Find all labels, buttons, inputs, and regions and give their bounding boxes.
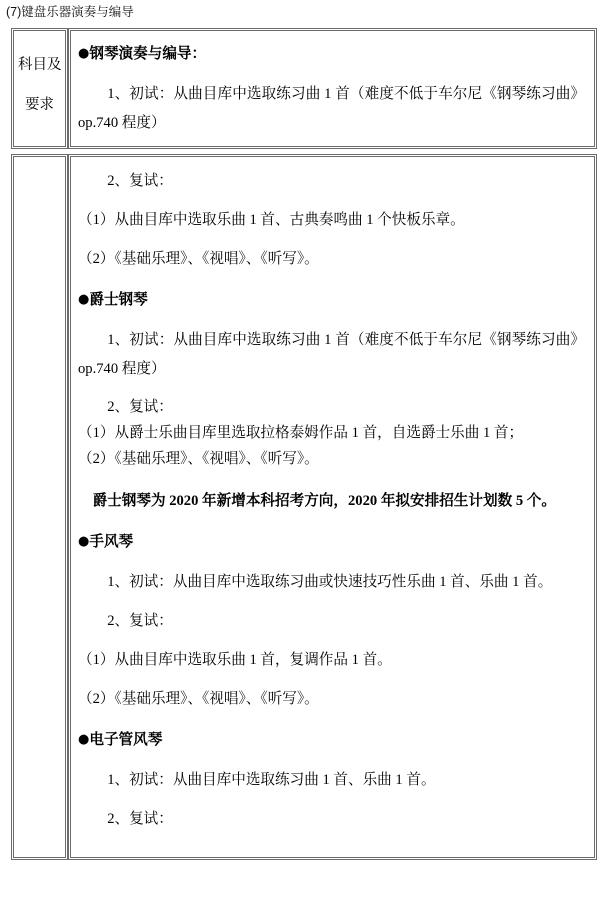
- requirements-table-part1: [11, 28, 597, 149]
- jazz-piano-item-2-sub-1: （1）从爵士乐曲目库里选取拉格泰姆作品 1 首，自选爵士乐曲 1 首；: [78, 425, 524, 441]
- jazz-piano-item-1: 1、初试：从曲目库中选取练习曲 1 首（难度不低于车尔尼《钢琴练习曲》op.740 程度）: [78, 332, 585, 377]
- requirements-table-part2: [11, 154, 597, 860]
- requirements-body-cell: [68, 154, 597, 860]
- piano-item-2-sub-1: （1）从曲目库中选取乐曲 1 首、古典奏鸣曲 1 个快板乐章。: [78, 212, 465, 228]
- table-row: [11, 28, 597, 149]
- accordion-heading: [78, 526, 585, 558]
- bullet-dot-icon: ●: [78, 732, 90, 747]
- jazz-piano-enrollment-note: 爵士钢琴为 2020 年新增本科招考方向，2020 年拟安排招生计划数 5 个。: [92, 493, 556, 509]
- piano-item-1: 1、初试：从曲目库中选取练习曲 1 首（难度不低于车尔尼《钢琴练习曲》op.740 程度）: [78, 86, 585, 131]
- bullet-dot-icon: ●: [78, 292, 90, 307]
- bullet-dot-icon: ●: [78, 46, 90, 61]
- electronic-organ-item-1: 1、初试：从曲目库中选取练习曲 1 首、乐曲 1 首。: [107, 772, 436, 788]
- bullet-dot-icon: ●: [78, 534, 90, 549]
- jazz-piano-item-2-label: 2、复试：: [107, 399, 173, 415]
- electronic-organ-heading: [78, 724, 585, 756]
- piano-heading: [78, 38, 585, 70]
- piano-item-2-sub-2: （2）《基础乐理》、《视唱》、《听写》。: [78, 251, 319, 267]
- piano-section-cell: [68, 28, 597, 149]
- piano-item-2-label: 2、复试：: [107, 173, 173, 189]
- electronic-organ-item-2-label: 2、复试：: [107, 811, 173, 827]
- jazz-piano-heading: [78, 284, 585, 316]
- page-title: (7)键盘乐器演奏与编导: [6, 5, 134, 19]
- jazz-piano-heading-text: 爵士钢琴: [89, 292, 148, 308]
- subject-label-line-2: 要求: [25, 97, 54, 113]
- table-row: [11, 154, 597, 860]
- accordion-item-2-label: 2、复试：: [107, 613, 173, 629]
- jazz-piano-item-2-sub-2: （2）《基础乐理》、《视唱》、《听写》。: [78, 451, 319, 467]
- accordion-heading-text: 手风琴: [89, 534, 134, 550]
- piano-heading-text: 钢琴演奏与编导：: [89, 46, 207, 62]
- accordion-item-2-sub-2: （2）《基础乐理》、《视唱》、《听写》。: [78, 691, 319, 707]
- subject-label-cell: [11, 28, 68, 149]
- electronic-organ-heading-text: 电子管风琴: [89, 732, 163, 748]
- accordion-item-2-sub-1: （1）从曲目库中选取乐曲 1 首，复调作品 1 首。: [78, 652, 392, 668]
- accordion-item-1: 1、初试：从曲目库中选取练习曲或快速技巧性乐曲 1 首、乐曲 1 首。: [107, 574, 553, 590]
- subject-label-cell-empty: [11, 154, 68, 860]
- subject-label-line-1: 科目及: [18, 57, 62, 73]
